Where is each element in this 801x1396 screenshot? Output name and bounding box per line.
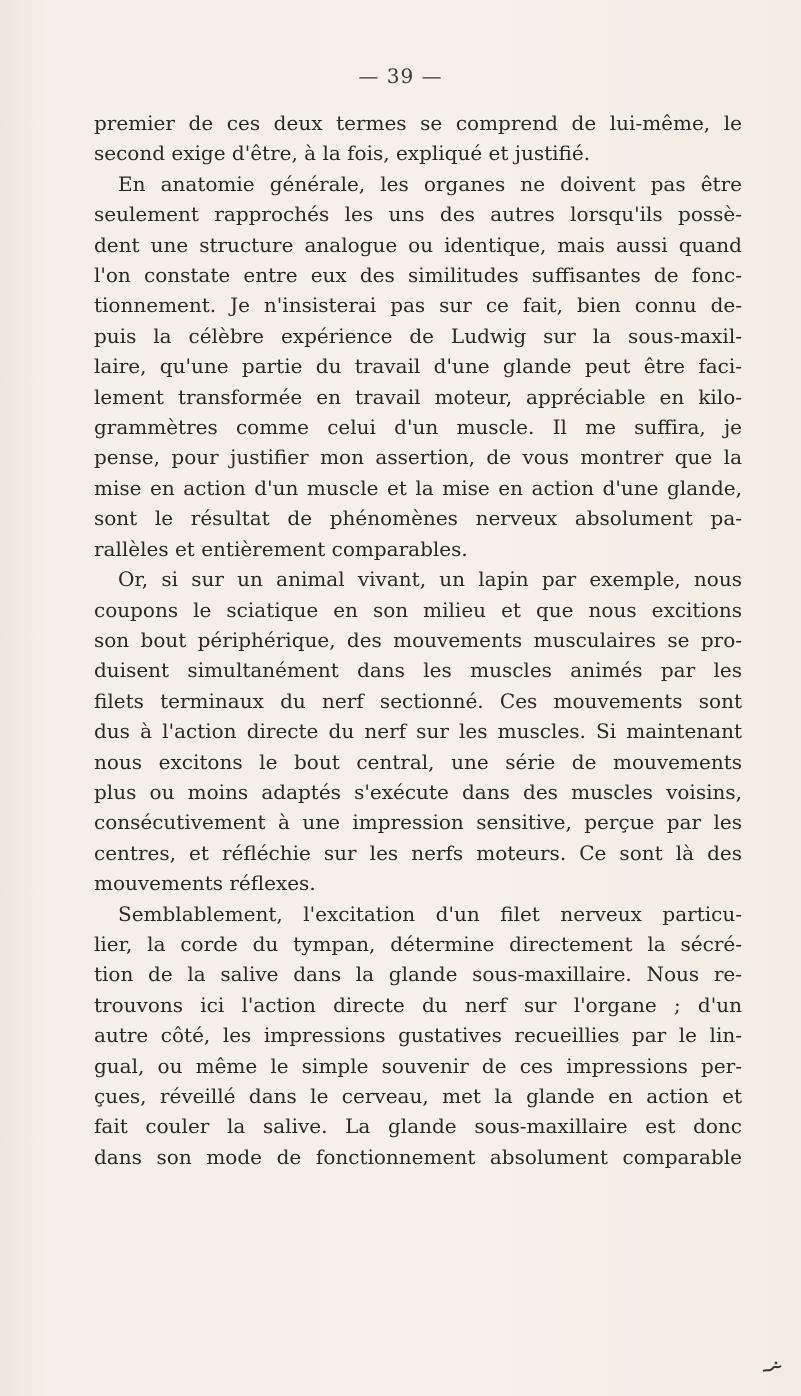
- text-line: sont le résultat de phénomènes nerveux absolument pa-: [94, 506, 742, 531]
- text-line: autre côté, les impressions gustatives recueillies par le lin-: [94, 1023, 742, 1048]
- text-line: duisent simultanément dans les muscles animés par les: [94, 658, 742, 683]
- text-line: pense, pour justifier mon assertion, de vous montrer que la: [94, 445, 742, 470]
- text-line: dans son mode de fonctionnement absolument comparable: [94, 1144, 742, 1169]
- body-text: [94, 108, 742, 1172]
- text-line: second exige d'être, à la fois, expliqué et justifié.: [94, 141, 591, 166]
- text-line: centres, et réfléchie sur les nerfs moteurs. Ce sont là des: [94, 840, 742, 865]
- text-line: fait couler la salive. La glande sous-maxillaire est donc: [94, 1114, 742, 1139]
- text-line: lement transformée en travail moteur, appréciable en kilo-: [94, 384, 742, 409]
- text-line: tionnement. Je n'insisterai pas sur ce fait, bien connu de-: [94, 293, 742, 318]
- text-line: mise en action d'un muscle et la mise en action d'une glande,: [94, 475, 742, 500]
- text-line: dus à l'action directe du nerf sur les muscles. Si maintenant: [94, 719, 742, 744]
- text-line: grammètres comme celui d'un muscle. Il me suffira, je: [94, 415, 742, 440]
- paragraph: [94, 169, 742, 564]
- text-line: nous excitons le bout central, une série de mouvements: [94, 749, 742, 774]
- text-line: premier de ces deux termes se comprend de lui-même, le: [94, 111, 742, 135]
- page-number: — 39 —: [358, 64, 443, 88]
- paragraph: [94, 108, 742, 169]
- text-line: son bout périphérique, des mouvements musculaires se pro-: [94, 627, 742, 652]
- text-line: seulement rapprochés les uns des autres lorsqu'ils possè-: [94, 202, 742, 227]
- paragraph: [94, 899, 742, 1173]
- paragraph: [94, 564, 742, 898]
- text-line: l'on constate entre eux des similitudes suffisantes de fonc-: [94, 263, 742, 288]
- text-line: Or, si sur un animal vivant, un lapin par exemple, nous: [118, 567, 742, 592]
- text-line: rallèles et entièrement comparables.: [94, 536, 468, 561]
- text-line: Semblablement, l'excitation d'un filet nerveux particu-: [118, 901, 742, 926]
- text-line: consécutivement à une impression sensitive, perçue par les: [94, 810, 742, 835]
- text-line: lier, la corde du tympan, détermine directement la sécré-: [94, 931, 742, 956]
- text-line: çues, réveillé dans le cerveau, met la glande en action et: [94, 1084, 742, 1108]
- text-line: En anatomie générale, les organes ne doivent pas être: [118, 171, 742, 196]
- text-line: trouvons ici l'action directe du nerf sur l'organe ; d'un: [94, 992, 742, 1017]
- text-line: dent une structure analogue ou identique, mais aussi quand: [94, 232, 742, 257]
- text-line: puis la célèbre expérience de Ludwig sur la sous-maxil-: [94, 323, 742, 348]
- text-line: filets terminaux du nerf sectionné. Ces mouvements sont: [94, 688, 742, 713]
- text-line: gual, ou même le simple souvenir de ces impressions per-: [94, 1053, 742, 1078]
- text-line: laire, qu'une partie du travail d'une glande peut être faci-: [94, 354, 742, 379]
- text-line: plus ou moins adaptés s'exécute dans des muscles voisins,: [94, 779, 742, 804]
- text-line: coupons le sciatique en son milieu et que nous excitions: [94, 597, 742, 622]
- text-line: tion de la salive dans la glande sous-maxillaire. Nous re-: [94, 962, 742, 987]
- ink-mark-icon: [761, 1360, 783, 1374]
- text-line: mouvements réflexes.: [94, 871, 316, 896]
